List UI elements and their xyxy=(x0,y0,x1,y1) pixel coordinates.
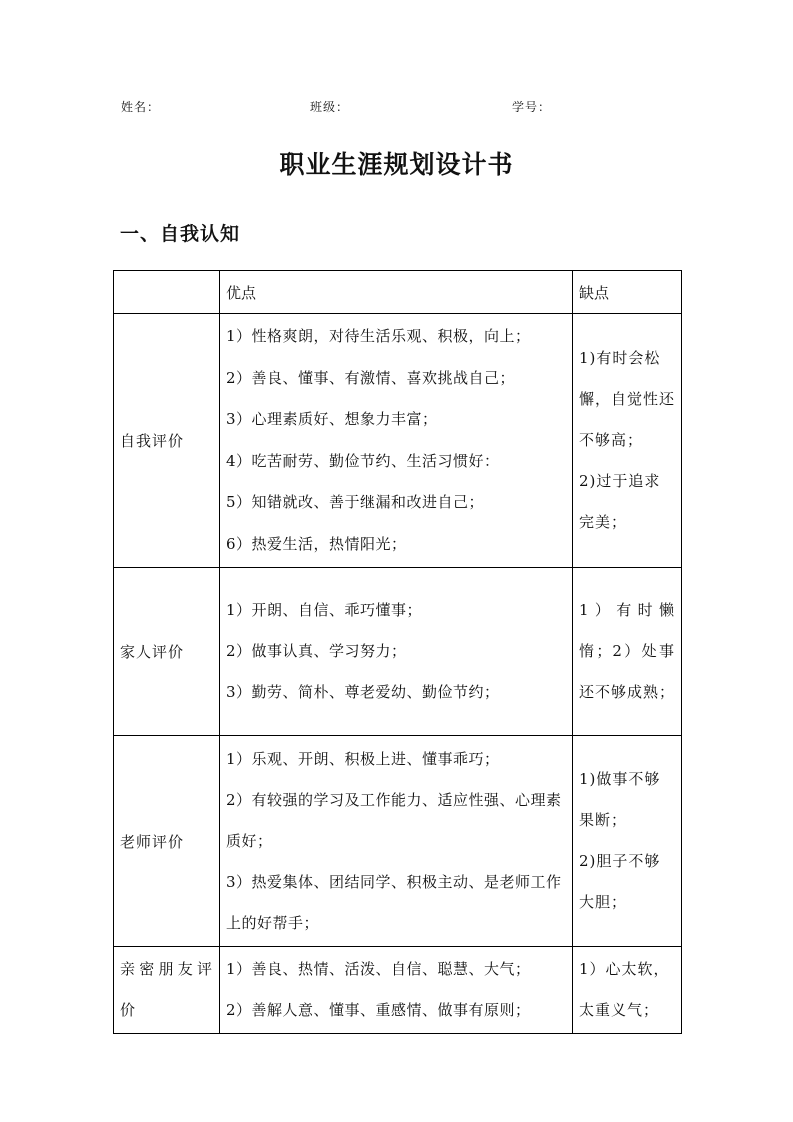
cons-line: 2)胆子不够大胆； xyxy=(579,852,661,911)
student-id-label: 学号： xyxy=(512,100,552,114)
pros-cell xyxy=(220,314,573,568)
row-label: 自我评价 xyxy=(114,314,220,568)
name-label: 姓名： xyxy=(121,100,161,114)
cons-line: 1）有时懒惰；2）处事还不够成熟； xyxy=(579,601,676,701)
header-cons-cell: 缺点 xyxy=(573,271,682,314)
class-label: 班级： xyxy=(310,100,350,114)
header-blank-cell xyxy=(114,271,220,314)
pros-cell xyxy=(220,568,573,736)
pros-line: 2）善解人意、懂事、重感情、做事有原则； xyxy=(226,1001,531,1019)
cons-line: 1)有时会松懈，自觉性还不够高； xyxy=(579,349,676,449)
pros-line: 2）做事认真、学习努力； xyxy=(226,642,407,660)
pros-line: 2）有较强的学习及工作能力、适应性强、心理素质好； xyxy=(226,790,562,850)
evaluation-table xyxy=(113,270,682,1034)
row-label: 老师评价 xyxy=(114,736,220,947)
pros-line: 3）热爱集体、团结同学、积极主动、是老师工作上的好帮手； xyxy=(226,872,562,932)
cons-line: 1）心太软，太重义气； xyxy=(579,960,670,1019)
cons-cell xyxy=(573,947,682,1034)
row-label: 亲密朋友评价 xyxy=(114,947,220,1034)
pros-line: 1）开朗、自信、乖巧懂事； xyxy=(226,601,423,619)
table-row-self-evaluation xyxy=(114,314,682,568)
row-label: 家人评价 xyxy=(114,568,220,736)
cons-cell xyxy=(573,568,682,736)
pros-cell xyxy=(220,736,573,947)
cons-line: 2)过于追求完美； xyxy=(579,472,661,531)
pros-line: 3）心理素质好、想象力丰富； xyxy=(226,410,438,428)
pros-line: 2）善良、懂事、有激情、喜欢挑战自己； xyxy=(226,368,516,387)
pros-line: 5）知错就改、善于继漏和改进自己； xyxy=(226,493,485,511)
pros-cell xyxy=(220,947,573,1034)
table-header-row xyxy=(114,271,682,314)
pros-line: 6）热爱生活，热情阳光； xyxy=(226,534,407,553)
pros-line: 1）乐观、开朗、积极上进、懂事乖巧； xyxy=(226,749,500,768)
section-heading-self-awareness: 一、自我认知 xyxy=(120,223,241,245)
header-pros-cell: 优点 xyxy=(220,271,573,314)
pros-line: 1）善良、热情、活泼、自信、聪慧、大气； xyxy=(226,960,531,978)
page-title: 职业生涯规划设计书 xyxy=(279,150,514,179)
table-row-family-evaluation xyxy=(114,568,682,736)
cons-line: 1)做事不够果断； xyxy=(579,770,661,829)
pros-line: 4）吃苦耐劳、勤俭节约、生活习惯好： xyxy=(226,451,500,470)
cons-cell xyxy=(573,736,682,947)
table-row-teacher-evaluation xyxy=(114,736,682,947)
pros-line: 3）勤劳、简朴、尊老爱幼、勤俭节约； xyxy=(226,683,500,701)
cons-cell xyxy=(573,314,682,568)
table-row-friend-evaluation xyxy=(114,947,682,1034)
pros-line: 1）性格爽朗，对待生活乐观、积极，向上； xyxy=(226,327,531,345)
